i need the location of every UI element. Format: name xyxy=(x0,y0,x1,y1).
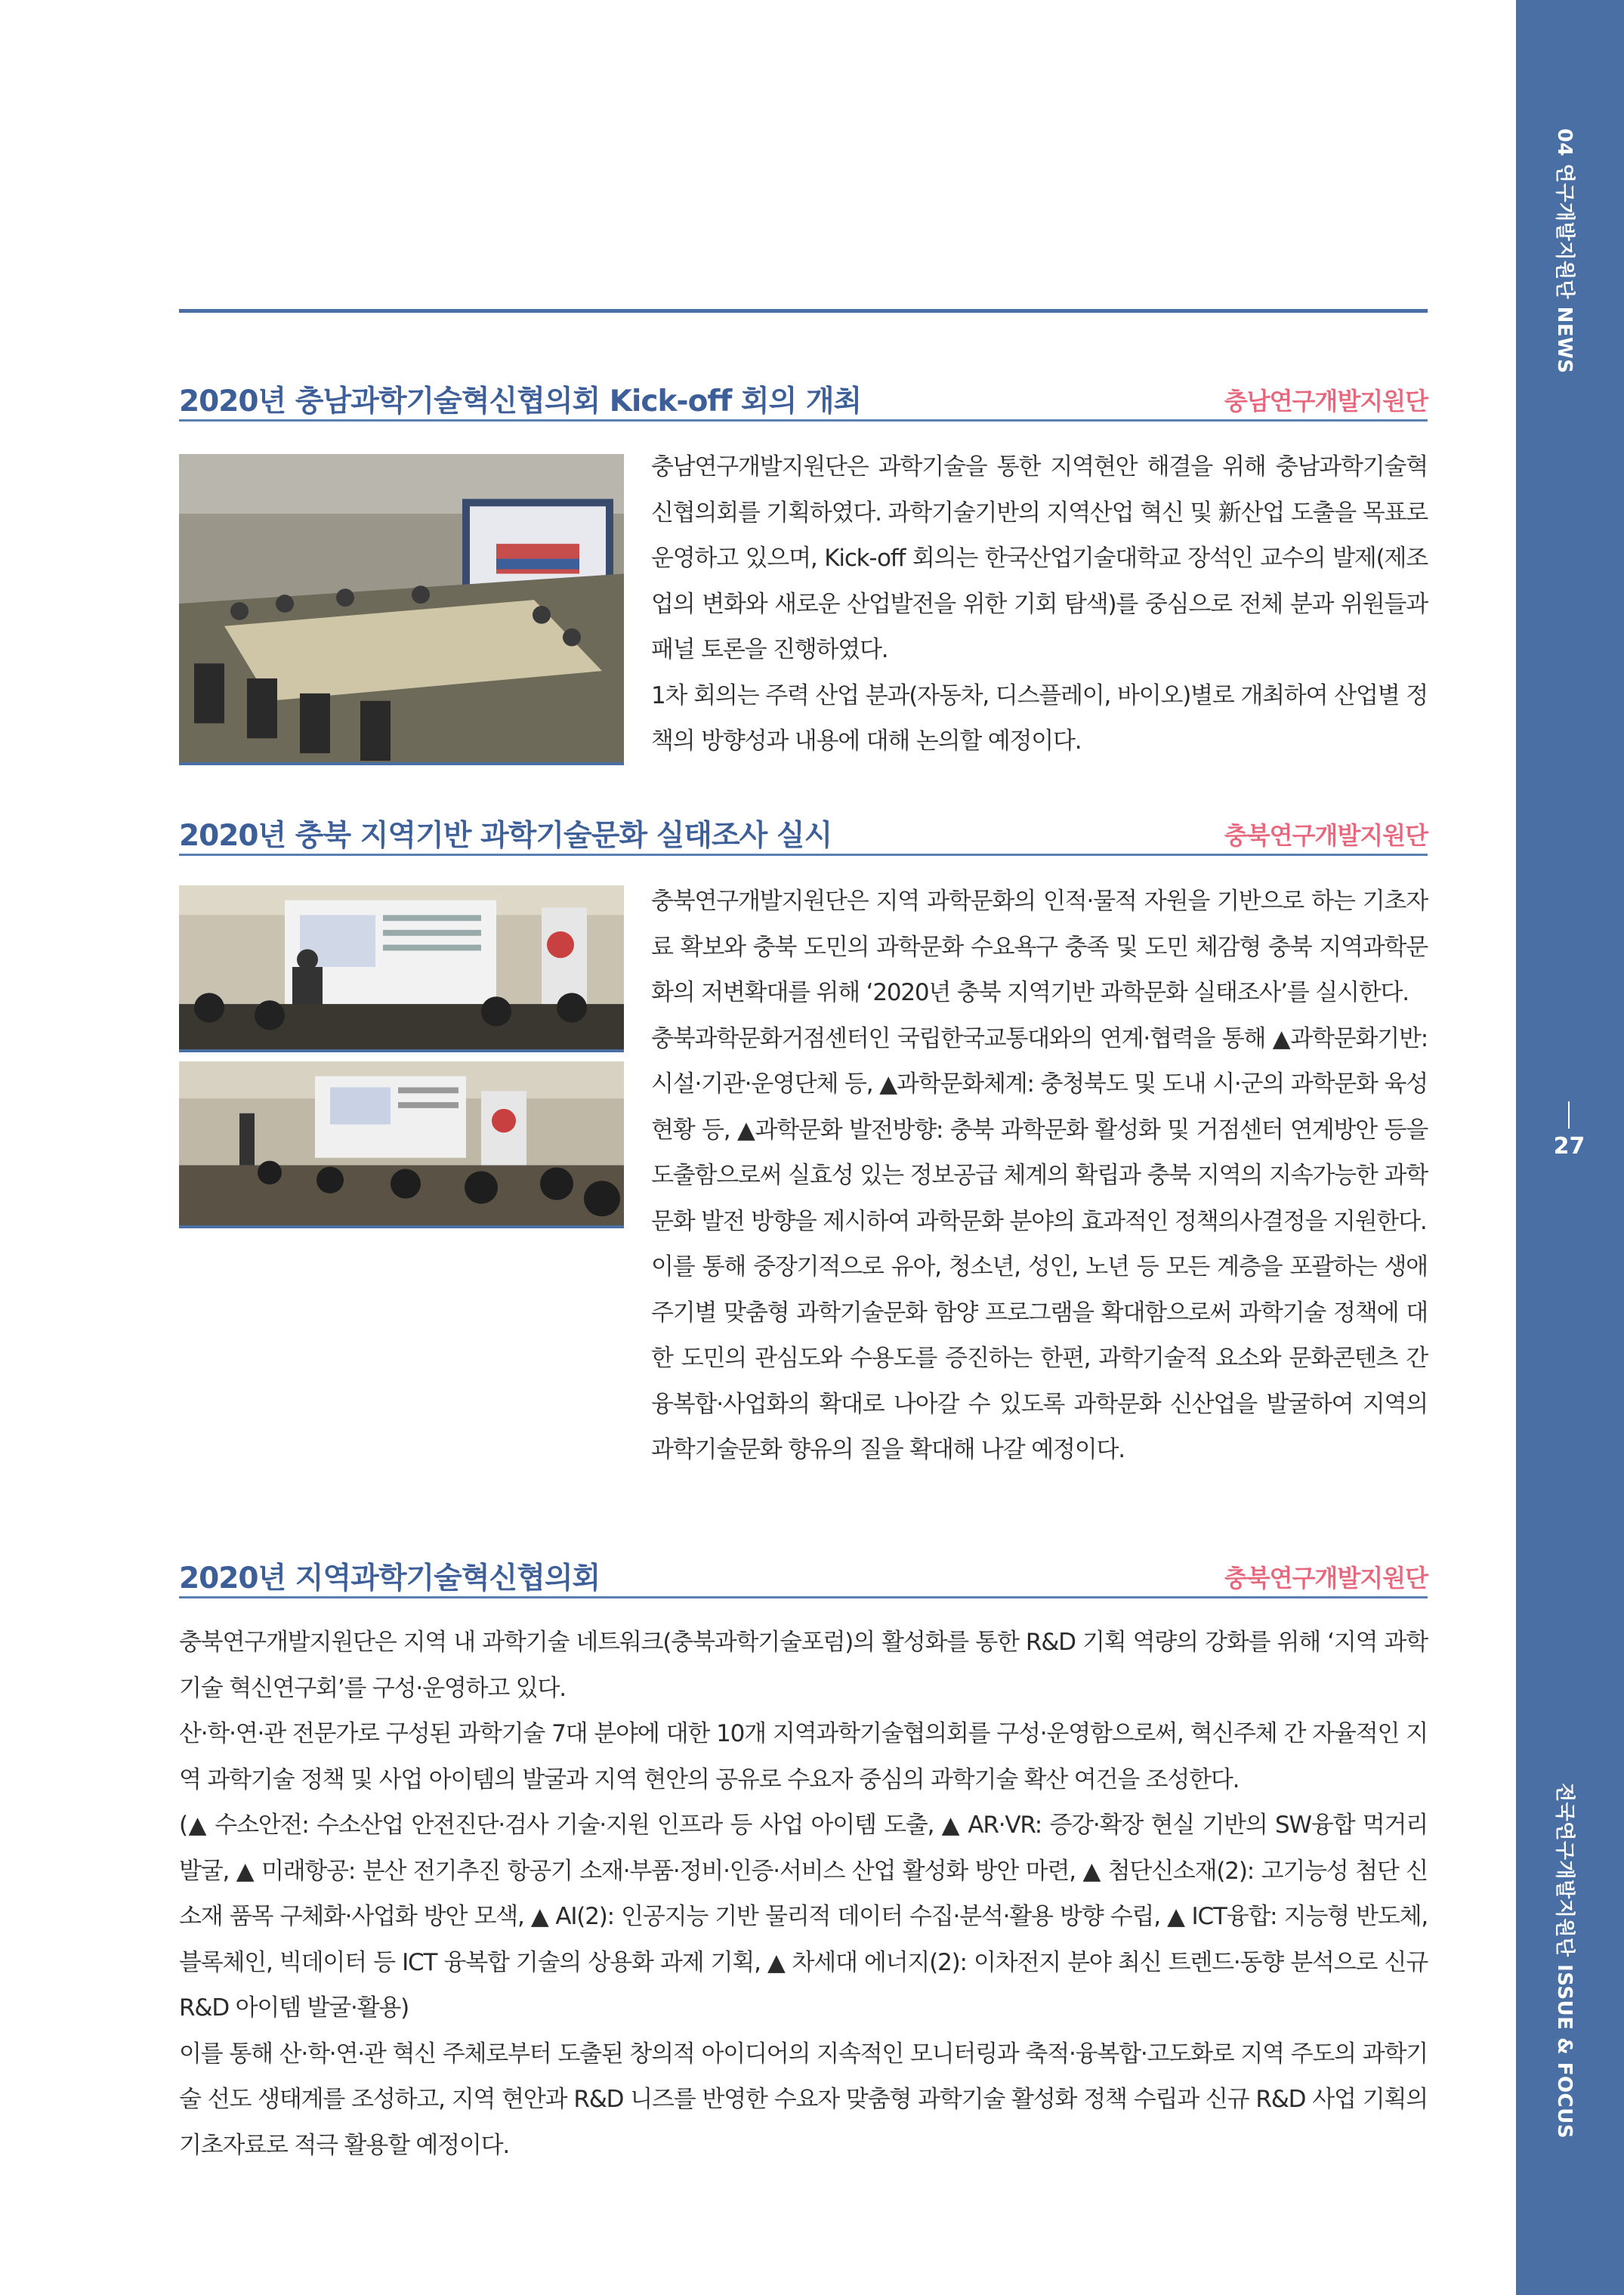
section-header-3 xyxy=(179,1555,1428,1598)
presentation-photo xyxy=(179,885,624,1052)
section-header-2 xyxy=(179,812,1428,856)
section-3-body xyxy=(179,1620,1428,2168)
paragraph: 충북과학문화거점센터인 국립한국교통대와의 연계·협력을 통해 ▲과학문화기반: 시설·기관·운영단체 등, ▲과학문화체계: 충청북도 및 도내 시·군의 과학문화 육성현황 등, ▲과학문화 발전방향: 충북 과학문화 활성화 및 거점센터 연계방안 등을 도출함으로써 실효성 있는 정보공급 체계의 확립과 충북 지역의 지속가능한 과학문화 발전 방향을 제시하여 과학문화 분야의 효과적인 정책의사결정을 지원한다. xyxy=(651,1024,1428,1235)
sidebar-section-label: 04 연구개발지원단 NEWS xyxy=(1553,128,1576,374)
paragraph: 충북연구개발지원단은 지역 내 과학기술 네트워크(충북과학기술포럼)의 활성화를 통한 R&D 기획 역량의 강화를 위해 ‘지역 과학기술 혁신연구회’를 구성·운영하고 있다. xyxy=(179,1629,1428,1702)
paragraph: 충남연구개발지원단은 과학기술을 통한 지역현안 해결을 위해 충남과학기술혁신협의회를 기획하였다. 과학기술기반의 지역산업 혁신 및 新산업 도출을 목표로 운영하고 있으며, Kick-off 회의는 한국산업기술대학교 장석인 교수의 발제(제조업의 변화와 새로운 산업발전을 위한 기회 탐색)를 중심으로 전체 분과 위원들과 패널 토론을 진행하였다. xyxy=(651,453,1428,663)
section-title: 2020년 지역과학기술혁신협의회 xyxy=(179,1561,601,1595)
meeting-room-photo xyxy=(179,454,624,765)
section-org: 충북연구개발지원단 xyxy=(1224,821,1428,850)
audience-photo xyxy=(179,1061,624,1228)
section-1-body xyxy=(651,444,1428,764)
section-header-1 xyxy=(179,378,1428,422)
section-title: 2020년 충북 지역기반 과학기술문화 실태조사 실시 xyxy=(179,819,832,853)
paragraph: 이를 통해 산·학·연·관 혁신 주체로부터 도출된 창의적 아이디어의 지속적인 모니터링과 축적·융복합·고도화로 지역 주도의 과학기술 선도 생태계를 조성하고, 지역 현안과 R&D 니즈를 반영한 수요자 맞춤형 과학기술 활성화 정책 수립과 신규 R&D 사업 기획의 기초자료로 적극 활용할 예정이다. xyxy=(179,2040,1428,2159)
top-divider xyxy=(179,309,1428,313)
section-org: 충남연구개발지원단 xyxy=(1224,387,1428,415)
page-number-divider xyxy=(1568,1101,1570,1129)
sidebar-publication-label: 전국연구개발지원단 ISSUE & FOCUS xyxy=(1553,1783,1576,2139)
paragraph: 충북연구개발지원단은 지역 과학문화의 인적·물적 자원을 기반으로 하는 기초자료 확보와 충북 도민의 과학문화 수요욕구 충족 및 도민 체감형 충북 지역과학문화의 저변확대를 위해 ‘2020년 충북 지역기반 과학문화 실태조사’를 실시한다. xyxy=(651,888,1428,1006)
section-2-body xyxy=(651,879,1428,1473)
paragraph: 1차 회의는 주력 산업 분과(자동차, 디스플레이, 바이오)별로 개최하여 산업별 정책의 방향성과 내용에 대해 논의할 예정이다. xyxy=(651,681,1428,755)
section-title: 2020년 충남과학기술혁신협의회 Kick-off 회의 개최 xyxy=(179,385,862,419)
paragraph: 산·학·연·관 전문가로 구성된 과학기술 7대 분야에 대한 10개 지역과학기술협의회를 구성·운영함으로써, 혁신주체 간 자율적인 지역 과학기술 정책 및 사업 아이템의 발굴과 지역 현안의 공유로 수요자 중심의 과학기술 확산 여건을 조성한다. xyxy=(179,1720,1428,1793)
paragraph: 이를 통해 중장기적으로 유아, 청소년, 성인, 노년 등 모든 계층을 포괄하는 생애주기별 맞춤형 과학기술문화 함양 프로그램을 확대함으로써 과학기술 정책에 대한 도민의 관심도와 수용도를 증진하는 한편, 과학기술적 요소와 문화콘텐츠 간 융복합·사업화의 확대로 나아갈 수 있도록 과학문화 신산업을 발굴하여 지역의 과학기술문화 향유의 질을 확대해 나갈 예정이다. xyxy=(651,1253,1428,1463)
page-number: 27 xyxy=(1553,1133,1585,1160)
paragraph: (▲ 수소안전: 수소산업 안전진단·검사 기술·지원 인프라 등 사업 아이템 도출, ▲ AR·VR: 증강·확장 현실 기반의 SW융합 먹거리 발굴, ▲ 미래항공: 분산 전기추진 항공기 소재·부품·정비·인증·서비스 산업 활성화 방안 마련, ▲ 첨단신소재(2): 고기능성 첨단 신소재 품목 구체화·사업화 방안 모색, ▲ AI(2): 인공지능 기반 물리적 데이터 수집·분석·활용 방향 수립, ▲ ICT융합: 지능형 반도체, 블록체인, 빅데이터 등 ICT 융복합 기술의 상용화 과제 기획, ▲ 차세대 에너지(2): 이차전지 분야 최신 트렌드·동향 분석으로 신규 R&D 아이템 발굴·활용) xyxy=(179,1812,1428,2022)
section-org: 충북연구개발지원단 xyxy=(1224,1564,1428,1592)
